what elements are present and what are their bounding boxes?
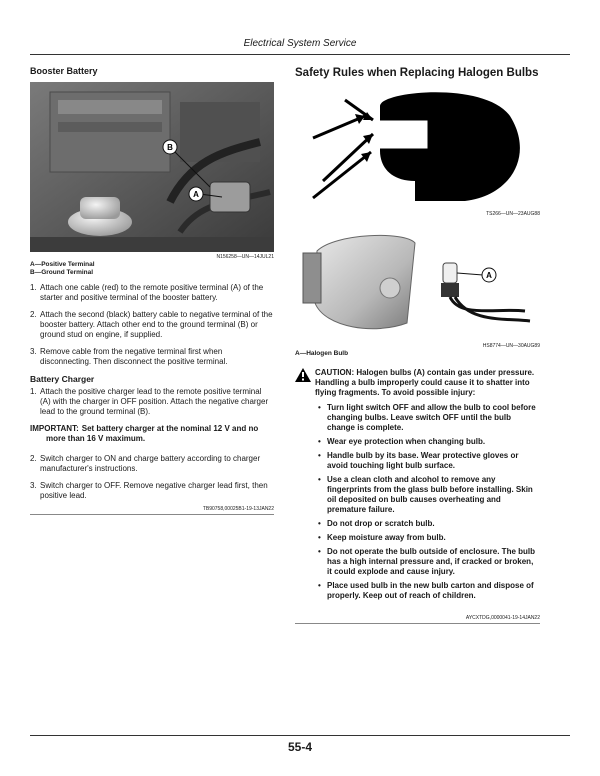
legend-item-b: B—Ground Terminal [30,269,94,276]
step-item: 2. Attach the second (black) battery cable to negative terminal of the booster battery. Attach other end to the ground terminal (B) or ground stud on engine, if supplied. [30,310,273,339]
callout-a-label: A [486,271,492,280]
safety-bullets [315,403,540,601]
important-text: Set battery charger at the nominal 12 V and no more than 16 V maximum. [46,424,259,443]
bullet-item: • Use a clean cloth and alcohol to remove any fingerprints from the glass bulb before installing. Skin oil deposited on bulb causes overheating and premature failure. [315,475,540,515]
page-number: 55-4 [287,740,313,754]
photo-reference: N156258—UN—14JUL21 [216,254,274,260]
step-item: 1. Attach one cable (red) to the remote positive terminal (A) of the starter and positive terminal of the booster battery. [30,283,264,302]
bullet-item: • Handle bulb by its base. Wear protective gloves or avoid touching light bulb surface. [315,451,540,471]
bullet-item: • Do not drop or scratch bulb. [315,519,540,529]
eye-protection-illustration [295,86,540,217]
headlight-and-bulb-icon [295,223,540,338]
bullet-item: • Place used bulb in the new bulb carton and dispose of properly. Keep out of reach of children. [315,581,540,601]
photo-legend [30,261,274,277]
header-rule [30,54,570,55]
head-with-arrows-icon [295,86,540,206]
booster-steps [30,283,274,367]
caution-text: CAUTION: Halogen bulbs (A) contain gas under pressure. Handling a bulb improperly could cause it to shatter into flying fragments. To avoid possible injury: [315,368,535,397]
left-end-rule [30,514,274,515]
caution-block [295,368,540,601]
page-header-title: Electrical System Service [243,38,357,49]
callout-a-label: A [193,190,199,199]
bullet-item: • Keep moisture away from bulb. [315,533,540,543]
footer-rule [30,735,570,736]
img1-reference: TS266—UN—23AUG88 [486,211,540,217]
booster-battery-title: Booster Battery [30,66,98,76]
img2-reference: HS8774—UN—30AUG89 [482,343,540,349]
legend-item-a: A—Positive Terminal [30,261,95,268]
charger-steps-a [30,387,274,417]
step-item: 3. Remove cable from the negative terminal first when disconnecting. Then disconnect the positive terminal. [30,347,228,366]
step-item: 3. Switch charger to OFF. Remove negative charger lead first, then positive lead. [30,481,268,500]
engine-photo-illustration [30,82,274,252]
callout-b-label: B [167,143,173,152]
step-item: 1. Attach the positive charger lead to the remote positive terminal (A) with the charger in OFF position. Attach the negative charger lead to the ground terminal (B). [30,387,269,416]
right-column [295,66,540,624]
battery-charger-title: Battery Charger [30,374,95,384]
right-end-rule [295,623,540,624]
left-end-reference: TB90758,00025B1-19-13JAN22 [202,506,274,512]
halogen-bulb-illustration [295,223,540,358]
warning-triangle-icon [295,368,311,382]
important-note [30,424,274,444]
halogen-safety-title: Safety Rules when Replacing Halogen Bulbs [295,67,539,79]
halogen-legend: A—Halogen Bulb [295,350,349,357]
left-column [30,66,274,515]
bullet-item: • Turn light switch OFF and allow the bulb to cool before changing bulbs. Leave switch OFF until the bulb change is complete. [315,403,540,433]
charger-steps-b [30,454,274,501]
step-item: 2. Switch charger to ON and charge battery according to charger manufacturer's instructions. [30,454,261,473]
right-end-reference: AYCXTDG,0000041-19-14JAN22 [465,615,540,621]
important-label: IMPORTANT: [30,424,79,433]
bullet-item: • Do not operate the bulb outside of enclosure. The bulb has a high internal pressure and, if cracked or broken, it could explode and cause injury. [315,547,540,577]
bullet-item: • Wear eye protection when changing bulb. [315,437,540,447]
booster-battery-photo [30,82,274,252]
